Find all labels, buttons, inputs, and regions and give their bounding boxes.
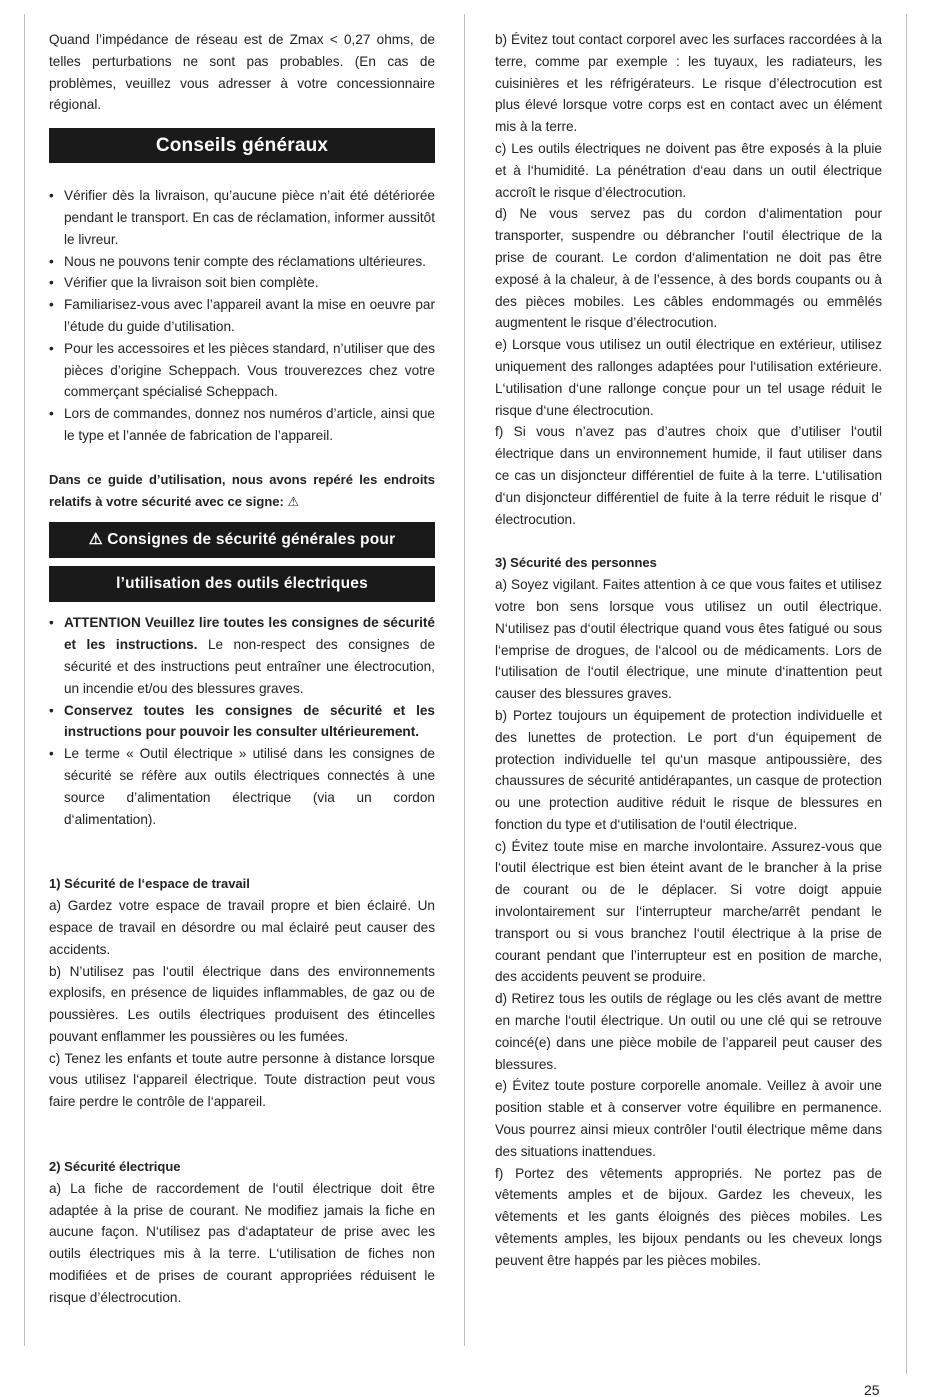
warning-emphasis: Conservez toutes les consignes de sécurité et les instructions pour pouvoir les consulter ultérieurement. (64, 702, 435, 740)
list-item: • Lors de commandes, donnez nos numéros d’article, ainsi que le type et l’année de fabrication de l’appareil. (49, 403, 435, 447)
list-item: • Vérifier dès la livraison, qu’aucune pièce n’ait été détériorée pendant le transport. En cas de réclamation, informer aussitôt le livreur. (49, 185, 435, 250)
list-item (49, 612, 435, 699)
section-1-title: 1) Sécurité de l‘espace de travail (49, 876, 250, 892)
paragraph: c) Les outils électriques ne doivent pas être exposés à la pluie et à l‘humidité. La pénétration d‘eau dans un outil électrique accroît le risque d’électrocution. (495, 140, 882, 200)
paragraph: d) Retirez tous les outils de réglage ou les clés avant de mettre en marche l‘outil électrique. Un outil ou une clé qui se retrouve coincé(e) dans une pièce mobile de l’appareil peut causer des blessures. (495, 991, 882, 1072)
intro-paragraph: Quand l’impédance de réseau est de Zmax < 0,27 ohms, de telles perturbations ne sont pas probables. (En cas de problèmes, veuillez vous adresser à votre concessionnaire régional. (49, 32, 435, 113)
list-item: • Familiarisez-vous avec l’appareil avant la mise en oeuvre par l’étude du guide d’utilisation. (49, 294, 435, 338)
paragraph: c) Tenez les enfants et toute autre personne à distance lorsque vous utilisez l‘appareil électrique. Toute distraction peut vous faire perdre le contrôle de l‘appareil. (49, 1050, 435, 1110)
paragraph: e) Évitez toute posture corporelle anomale. Veillez à avoir une position stable et à conserver votre équilibre en permanence. Vous pourrez ainsi mieux contrôler l‘outil électrique même dans des situations inattendues. (495, 1078, 882, 1159)
paragraph: b) Évitez tout contact corporel avec les surfaces raccordées à la terre, comme par exemple : les tuyaux, les radiateurs, les cuisinières et les réfrigérateurs. Le risque d’électrocution est plus élevé lorsque votre corps est en contact avec un élément mis à la terre. (495, 32, 882, 135)
margin-rule-right (906, 14, 907, 1374)
paragraph: b) N’utilisez pas l‘outil électrique dans des environnements explosifs, en présence de liquides inflammables, de gaz ou de poussières. Les outils électriques produisent des étincelles pouvant enflammer les poussières ou les fumées. (49, 963, 435, 1044)
paragraph: e) Lorsque vous utilisez un outil électrique en extérieur, utilisez uniquement des rallonges adaptées pour l‘utilisation extérieure. L‘utilisation d‘une rallonge conçue pour un tel usage réduit le risque d‘une électrocution. (495, 337, 882, 418)
safety-symbol-note: Dans ce guide d’utilisation, nous avons repéré les endroits relatifs à votre sécurité avec ce signe: ⚠ (49, 471, 435, 509)
safety-instructions-list (49, 612, 435, 830)
right-column (495, 29, 882, 1272)
safety-heading-line-1: ⚠ Consignes de sécurité générales pour (49, 522, 435, 558)
paragraph: a) La fiche de raccordement de l‘outil électrique doit être adaptée à la prise de courant. Ne modifiez jamais la fiche en aucune façon. N‘utilisez pas d‘adaptateur de prise avec les outils électriques mis à la terre. L‘utilisation de fiches non modifiées et de prises de courant appropriées réduisent le risque d’électrocution. (49, 1180, 435, 1305)
list-item: • Vérifier que la livraison soit bien complète. (49, 272, 435, 294)
left-column (49, 29, 435, 1309)
paragraph: a) Gardez votre espace de travail propre et bien éclairé. Un espace de travail en désordre ou mal éclairé peut causer des accidents. (49, 898, 435, 957)
section-2-title: 2) Sécurité électrique (49, 1159, 181, 1175)
general-advice-list (49, 185, 435, 447)
safety-heading-line-2: l’utilisation des outils électriques (49, 566, 435, 602)
column-divider (464, 14, 465, 1346)
list-item: • Nous ne pouvons tenir compte des réclamations ultérieures. (49, 251, 435, 273)
general-advice-heading: Conseils généraux (49, 128, 435, 163)
paragraph: a) Soyez vigilant. Faites attention à ce que vous faites et utilisez votre bon sens lorsque vous utilisez un outil électrique. N‘utilisez pas d‘outil électrique quand vous êtes fatigué ou sous l‘emprise de drogues, de l‘alcool ou de médicaments. Lors de l‘utilisation de l‘outil électrique, une minute d‘inattention peut causer des blessures graves. (495, 577, 882, 702)
warning-emphasis: ATTENTION Veuillez lire toutes les consignes de sécurité et les instructions. (64, 615, 435, 653)
page-number: 25 (864, 1382, 880, 1397)
list-item: • Pour les accessoires et les pièces standard, n’utiliser que des pièces d’origine Scheppach. Vous trouverezces chez votre commerçant spécialisé Scheppach. (49, 338, 435, 403)
margin-rule-left (24, 14, 25, 1346)
paragraph: b) Portez toujours un équipement de protection individuelle et des lunettes de protection. Le port d‘un équipement de protection individuelle tel qu‘un masque antipoussière, des chaussures de sécurité antidérapantes, un casque de protection ou une protection auditive réduit le risque de blessures en fonction du type et d‘utilisation de l‘outil électrique. (495, 707, 882, 832)
paragraph: f) Si vous n’avez pas d’autres choix que d’utiliser l‘outil électrique dans un environnement humide, il faut utiliser dans ce cas un disjoncteur différentiel de fuite à la terre. L‘utilisation d‘un disjoncteur différentiel de fuite à la terre réduit le risque d’ électrocution. (495, 424, 882, 527)
section-3-title: 3) Sécurité des personnes (495, 555, 657, 571)
paragraph: c) Évitez toute mise en marche involontaire. Assurez-vous que l‘outil électrique est bien éteint avant de le brancher à la prise de courant ou de le déplacer. Si votre doigt appuie involontairement sur l‘interrupteur marche/arrêt pendant le transport ou si vous branchez l‘outil électrique à la prise de courant pendant que l’interrupteur est en position de marche, des accidents peuvent se produire. (495, 838, 882, 985)
paragraph: f) Portez des vêtements appropriés. Ne portez pas de vêtements amples et de bijoux. Gardez les cheveux, les vêtements et les gants éloignés des pièces mobiles. Les vêtements amples, les bijoux pendants ou les cheveux longs peuvent être happés par les pièces mobiles. (495, 1165, 882, 1268)
paragraph: d) Ne vous servez pas du cordon d‘alimentation pour transporter, suspendre ou débrancher l‘outil électrique de la prise de courant. Le cordon d‘alimentation ne doit pas être exposé à la chaleur, à de l’essence, à des bords coupants ou à des pièces mobiles. Les câbles endommagés ou emmêlés augmentent le risque d’électrocution. (495, 206, 882, 331)
list-item: • Le terme « Outil électrique » utilisé dans les consignes de sécurité se réfère aux outils électriques connectés à une source d’alimentation électrique (via un cordon d‘alimentation). (49, 743, 435, 830)
list-item (49, 700, 435, 744)
warning-text: Le non-respect des consignes de sécurité et des instructions peut entraîner une électrocution, un incendie et/ou des blessures graves. (64, 637, 435, 696)
